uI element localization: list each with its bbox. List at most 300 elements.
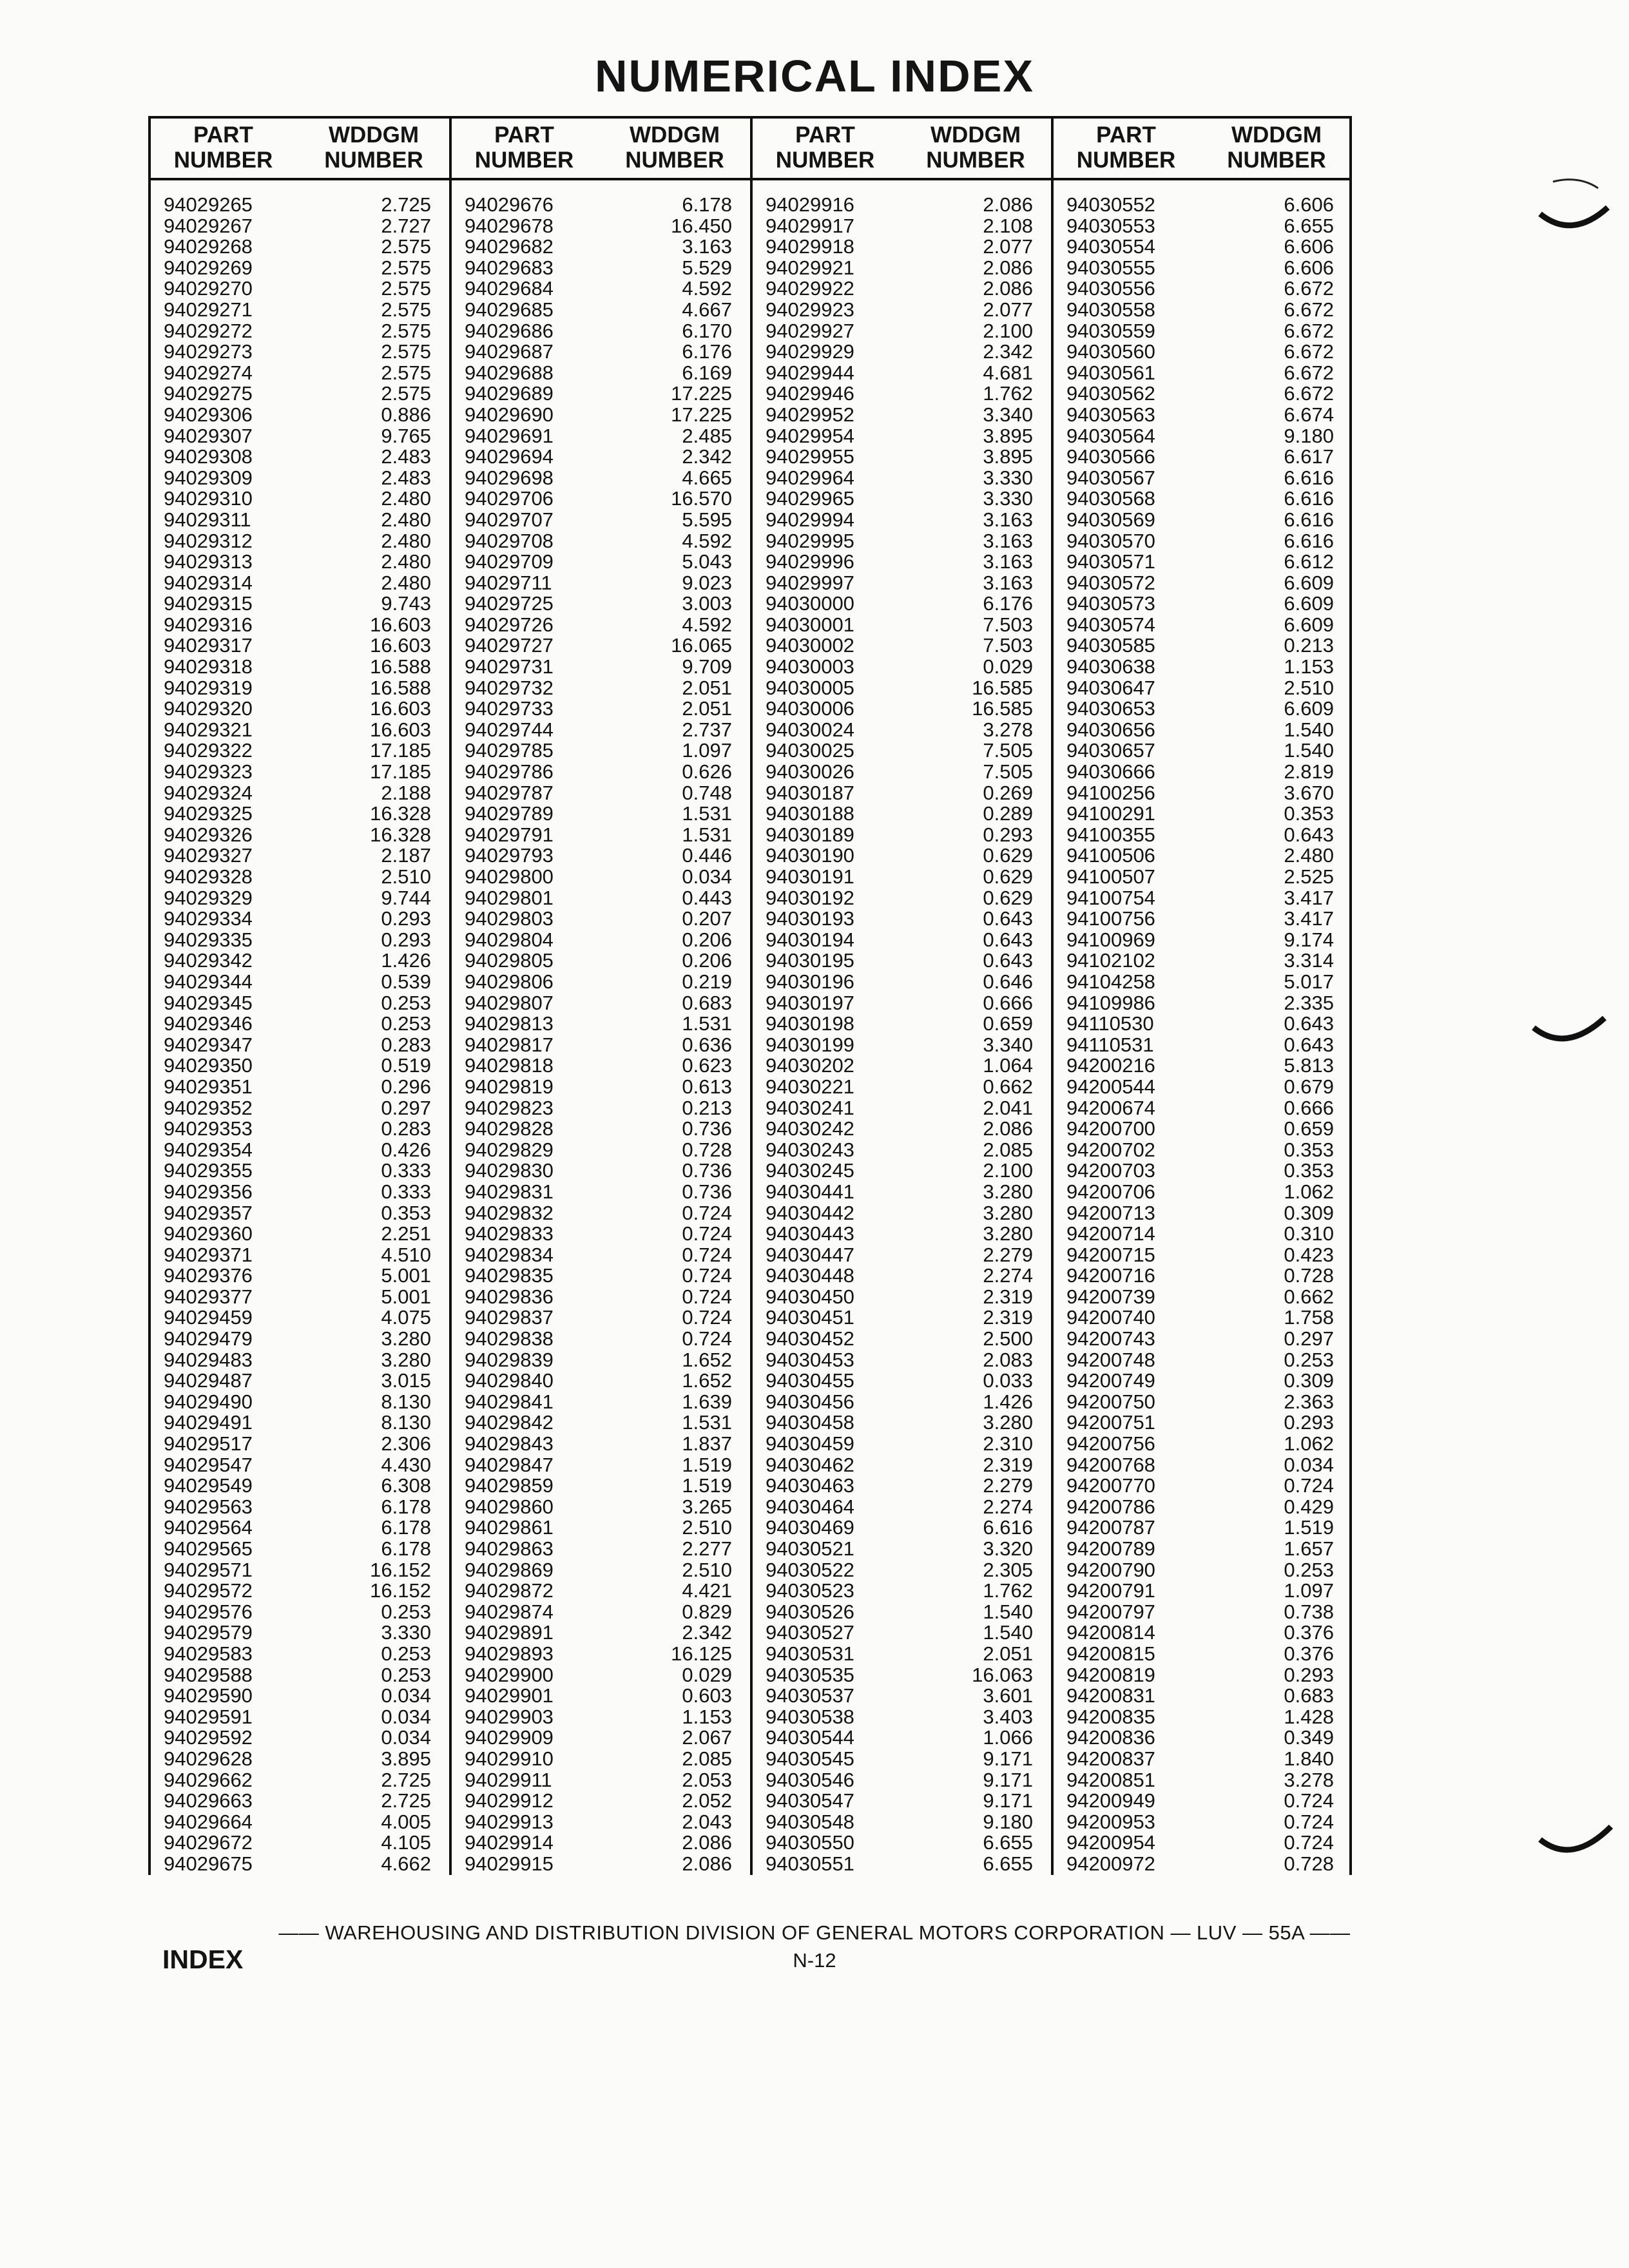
table-row [151,1329,452,1350]
binder-hole-mark [1534,1811,1617,1869]
part-number: 94200768 [1066,1453,1155,1476]
part-number: 94029863 [465,1537,554,1560]
table-row [151,972,452,993]
part-number: 94029807 [465,991,554,1014]
table-row [452,573,753,594]
wddgm-number: 2.480 [381,487,431,510]
part-number: 94029265 [164,193,253,216]
wddgm-number: 2.575 [381,256,431,279]
wddgm-number: 1.519 [1284,1516,1334,1539]
table-row [151,1224,452,1245]
part-number: 94200756 [1066,1432,1155,1456]
table-row [1054,1539,1354,1560]
table-row [753,867,1054,888]
wddgm-number: 2.483 [381,466,431,489]
part-number: 94029994 [766,508,854,531]
wddgm-number: 2.043 [682,1810,732,1833]
column-group [750,116,1051,1875]
table-row [753,615,1054,636]
table-row [452,1539,753,1560]
part-number: 94030459 [766,1432,854,1456]
table-row [151,216,452,237]
part-number: 94029690 [465,403,554,426]
table-row [452,1224,753,1245]
part-number: 94100291 [1066,802,1155,825]
part-number: 94029272 [164,319,253,342]
wddgm-number: 0.643 [983,907,1033,930]
wddgm-number: 2.305 [983,1558,1033,1581]
wddgm-number: 5.529 [682,256,732,279]
table-row [452,1392,753,1413]
part-number: 94029818 [465,1054,554,1077]
wddgm-number: 0.033 [983,1369,1033,1392]
table-row [452,1014,753,1035]
wddgm-number: 3.280 [983,1201,1033,1224]
table-row [1054,888,1354,909]
part-number: 94029353 [164,1117,253,1140]
table-row [452,1686,753,1707]
wddgm-number: 3.265 [682,1495,732,1518]
wddgm-number: 7.505 [983,760,1033,783]
wddgm-number: 6.616 [1284,508,1334,531]
part-number: 94100256 [1066,781,1155,804]
table-row [753,1749,1054,1770]
table-row [753,678,1054,699]
part-number: 94200714 [1066,1222,1155,1245]
wddgm-number: 2.480 [381,550,431,573]
part-number: 94110531 [1066,1033,1154,1056]
part-number: 94029874 [465,1600,554,1623]
table-row [753,573,1054,594]
part-number: 94029687 [465,340,554,363]
table-row [753,1077,1054,1098]
wddgm-number: 0.353 [1284,1138,1334,1161]
wddgm-number: 3.340 [983,403,1033,426]
part-number: 94029806 [465,970,554,993]
table-row [753,1412,1054,1434]
part-number: 94030563 [1066,403,1155,426]
part-number: 94030572 [1066,571,1155,594]
part-number: 94030242 [766,1117,854,1140]
part-number: 94029684 [465,277,554,300]
table-row [753,510,1054,531]
wddgm-number: 6.609 [1284,613,1334,636]
table-row [151,1854,452,1875]
table-row [1054,930,1354,951]
wddgm-number: 0.829 [682,1600,732,1623]
table-row [1054,383,1354,405]
wddgm-number: 0.643 [1284,1012,1334,1035]
part-number: 94030192 [766,886,854,909]
part-number: 94029490 [164,1390,253,1413]
table-row [452,993,753,1014]
table-row [452,825,753,846]
part-number: 94200972 [1066,1852,1155,1875]
table-row [151,1265,452,1287]
wddgm-number: 17.185 [370,739,431,762]
part-number: 94030570 [1066,529,1155,552]
part-number: 94029326 [164,823,253,846]
part-number: 94029311 [164,508,251,531]
part-number: 94200750 [1066,1390,1155,1413]
table-row [452,1412,753,1434]
table-row [1054,1203,1354,1224]
part-number: 94029918 [766,235,854,258]
table-row [753,1098,1054,1119]
wddgm-number: 9.743 [381,592,431,615]
part-number: 94029549 [164,1474,253,1497]
wddgm-number: 2.575 [381,235,431,258]
table-row [753,1602,1054,1623]
table-row [452,468,753,489]
table-row [753,1475,1054,1497]
table-row [452,383,753,405]
table-row [753,300,1054,321]
table-row [1054,300,1354,321]
wddgm-number: 0.349 [1284,1726,1334,1749]
wddgm-number: 2.051 [983,1642,1033,1665]
wddgm-number: 3.417 [1284,907,1334,930]
wddgm-number: 0.886 [381,403,431,426]
column-group [1051,116,1352,1875]
table-row [151,1539,452,1560]
table-row [1054,1035,1354,1056]
table-row [452,405,753,426]
table-row [452,426,753,447]
table-row [452,510,753,531]
wddgm-number: 5.017 [1284,970,1334,993]
part-number: 94030463 [766,1474,854,1497]
table-row [1054,1497,1354,1518]
wddgm-number: 2.100 [983,1159,1033,1182]
wddgm-number: 0.293 [1284,1663,1334,1686]
part-number: 94029698 [465,466,554,489]
table-row [1054,1055,1354,1077]
wddgm-number: 2.510 [381,865,431,888]
part-number: 94029709 [465,550,554,573]
part-number: 94030546 [766,1768,854,1791]
wddgm-number: 16.125 [671,1642,732,1665]
table-row [753,1014,1054,1035]
wddgm-number: 5.001 [381,1264,431,1287]
part-number: 94200700 [1066,1117,1155,1140]
table-row [151,635,452,657]
table-row [1054,908,1354,930]
part-number: 94030526 [766,1600,854,1623]
part-number: 94200831 [1066,1684,1155,1707]
wddgm-number: 6.672 [1284,340,1334,363]
wddgm-number: 0.293 [381,907,431,930]
part-number: 94200797 [1066,1600,1155,1623]
table-row [151,1770,452,1791]
table-row [151,1517,452,1539]
table-row [753,1140,1054,1161]
table-row [151,825,452,846]
wddgm-number: 2.575 [381,340,431,363]
wddgm-number: 3.015 [381,1369,431,1392]
part-number: 94029360 [164,1222,253,1245]
table-row [753,1182,1054,1203]
table-row [753,1035,1054,1056]
part-number: 94030450 [766,1285,854,1308]
part-number: 94030562 [1066,382,1155,405]
wddgm-number: 1.426 [381,949,431,972]
wddgm-number: 1.540 [1284,718,1334,741]
table-row [452,1602,753,1623]
table-row [151,720,452,741]
table-row [1054,1434,1354,1455]
part-number: 94200740 [1066,1306,1155,1329]
part-number: 94030559 [1066,319,1155,342]
table-row [452,720,753,741]
part-number: 94030537 [766,1684,854,1707]
wddgm-number: 2.274 [983,1495,1033,1518]
wddgm-number: 16.570 [671,487,732,510]
table-row [753,1622,1054,1644]
part-number: 94029833 [465,1222,554,1245]
part-number: 94029576 [164,1600,253,1623]
wddgm-number: 7.505 [983,739,1033,762]
part-number: 94030560 [1066,340,1155,363]
wddgm-number: 2.067 [682,1726,732,1749]
table-row [452,278,753,300]
table-row [151,762,452,783]
wddgm-number: 2.575 [381,382,431,405]
table-row [1054,1770,1354,1791]
part-number: 94200789 [1066,1537,1155,1560]
wddgm-number: 3.280 [983,1222,1033,1245]
part-number: 94200748 [1066,1348,1155,1371]
part-number: 94030527 [766,1621,854,1644]
part-number: 94200786 [1066,1495,1155,1518]
part-number: 94029800 [465,865,554,888]
part-number: 94030006 [766,697,854,720]
table-row [151,1203,452,1224]
part-number: 94029823 [465,1096,554,1119]
table-row [1054,1182,1354,1203]
part-number: 94029371 [164,1243,253,1266]
table-row [452,1770,753,1791]
wddgm-number: 3.895 [983,445,1033,468]
part-number: 94030002 [766,634,854,657]
wddgm-number: 2.342 [682,1621,732,1644]
table-row [753,1791,1054,1812]
part-number: 94030456 [766,1390,854,1413]
part-number: 94029804 [465,928,554,951]
table-row [452,657,753,678]
table-row [151,363,452,384]
wddgm-number: 0.724 [682,1327,732,1350]
wddgm-number: 1.519 [682,1453,732,1476]
table-row [151,468,452,489]
part-number: 94029342 [164,949,253,972]
wddgm-number: 3.163 [983,550,1033,573]
wddgm-number: 1.426 [983,1390,1033,1413]
wddgm-number: 6.672 [1284,319,1334,342]
wddgm-number: 6.609 [1284,571,1334,594]
part-number: 94109986 [1066,991,1155,1014]
part-number: 94030552 [1066,193,1155,216]
table-row [753,1517,1054,1539]
table-row [151,195,452,216]
table-row [151,447,452,468]
wddgm-number: 0.643 [983,949,1033,972]
table-row [452,447,753,468]
wddgm-number: 3.670 [1284,781,1334,804]
table-row [452,321,753,342]
wddgm-number: 16.603 [370,718,431,741]
wddgm-number: 2.086 [983,256,1033,279]
wddgm-number: 0.034 [381,1726,431,1749]
part-number: 94030464 [766,1495,854,1518]
part-number: 94030448 [766,1264,854,1287]
part-number: 94030443 [766,1222,854,1245]
part-number: 94029325 [164,802,253,825]
table-row [452,1812,753,1833]
table-row [753,803,1054,825]
part-number: 94030656 [1066,718,1155,741]
table-row [452,195,753,216]
table-row [151,950,452,972]
wddgm-number: 0.519 [381,1054,431,1077]
part-number-header: PART NUMBER [1076,122,1176,173]
table-row [1054,1245,1354,1266]
part-number: 94029995 [766,529,854,552]
wddgm-number: 2.500 [983,1327,1033,1350]
wddgm-number: 1.762 [983,382,1033,405]
table-row [452,593,753,615]
wddgm-number: 6.672 [1284,298,1334,321]
wddgm-number: 2.083 [983,1348,1033,1371]
wddgm-number: 2.187 [381,844,431,867]
part-number: 94030554 [1066,235,1155,258]
table-row [452,1203,753,1224]
table-row [753,1287,1054,1308]
table-row [452,552,753,573]
wddgm-number: 0.253 [1284,1348,1334,1371]
part-number: 94029479 [164,1327,253,1350]
wddgm-number: 2.051 [682,697,732,720]
wddgm-number: 0.206 [682,949,732,972]
wddgm-number: 16.152 [370,1558,431,1581]
part-number: 94029996 [766,550,854,573]
wddgm-number: 9.180 [1284,424,1334,447]
wddgm-number: 2.053 [682,1768,732,1791]
part-number: 94029744 [465,718,554,741]
wddgm-number: 6.308 [381,1474,431,1497]
part-number: 94029838 [465,1327,554,1350]
wddgm-number: 2.575 [381,277,431,300]
wddgm-number: 1.062 [1284,1432,1334,1456]
part-number: 94029459 [164,1306,253,1329]
part-number: 94029891 [465,1621,554,1644]
table-row [1054,341,1354,363]
table-row [1054,405,1354,426]
table-row [1054,1812,1354,1833]
part-number: 94029346 [164,1012,253,1035]
table-row [753,405,1054,426]
wddgm-number: 2.277 [682,1537,732,1560]
wddgm-number: 9.023 [682,571,732,594]
wddgm-number: 0.293 [1284,1411,1334,1434]
wddgm-number: 6.655 [1284,214,1334,237]
table-row [151,1749,452,1770]
table-row [452,698,753,720]
wddgm-number: 2.041 [983,1096,1033,1119]
part-number: 94030567 [1066,466,1155,489]
wddgm-number: 1.837 [682,1432,732,1456]
part-number: 94030452 [766,1327,854,1350]
part-number: 94029686 [465,319,554,342]
table-row [151,1077,452,1098]
part-number: 94030005 [766,676,854,699]
wddgm-number: 1.657 [1284,1537,1334,1560]
table-row [1054,236,1354,258]
table-row [452,1350,753,1371]
part-number: 94029805 [465,949,554,972]
wddgm-number: 0.724 [682,1222,732,1245]
table-row [1054,1665,1354,1686]
table-row [1054,1602,1354,1623]
part-number: 94029352 [164,1096,253,1119]
table-row [1054,510,1354,531]
part-number: 94029274 [164,361,253,384]
table-row [452,1098,753,1119]
part-number: 94030188 [766,802,854,825]
footer-division-text: —— WAREHOUSING AND DISTRIBUTION DIVISION OF GENERAL MOTORS CORPORATION — LUV — 55A —— [278,1921,1351,1944]
part-number: 94029347 [164,1033,253,1056]
table-row [151,321,452,342]
part-number: 94029688 [465,361,554,384]
part-number: 94200544 [1066,1075,1155,1098]
wddgm-number: 4.430 [381,1453,431,1476]
part-number: 94029909 [465,1726,554,1749]
part-number: 94030241 [766,1096,854,1119]
table-row [452,740,753,762]
table-row [1054,1686,1354,1707]
wddgm-number: 0.293 [983,823,1033,846]
part-number: 94200851 [1066,1768,1155,1791]
table-row [151,1307,452,1329]
table-row [1054,447,1354,468]
table-row [753,593,1054,615]
table-row [753,1644,1054,1665]
wddgm-number: 0.353 [1284,802,1334,825]
table-row [1054,1791,1354,1812]
table-row [452,1560,753,1581]
part-number: 94030001 [766,613,854,636]
table-row [1054,1160,1354,1182]
wddgm-number: 6.169 [682,361,732,384]
table-row [1054,1455,1354,1476]
wddgm-number: 0.029 [682,1663,732,1686]
wddgm-number: 2.319 [983,1285,1033,1308]
wddgm-number: 3.278 [1284,1768,1334,1791]
part-number: 94029786 [465,760,554,783]
row-list [151,195,452,1875]
part-number: 94029314 [164,571,253,594]
table-row [1054,762,1354,783]
wddgm-number-header: WDDGM NUMBER [625,122,724,173]
table-row [151,1035,452,1056]
part-number: 94029817 [465,1033,554,1056]
wddgm-number-header: WDDGM NUMBER [1227,122,1326,173]
part-number: 94030521 [766,1537,854,1560]
part-number: 94200739 [1066,1285,1155,1308]
table-row [151,531,452,552]
part-number: 94029312 [164,529,253,552]
part-number: 94029869 [465,1558,554,1581]
